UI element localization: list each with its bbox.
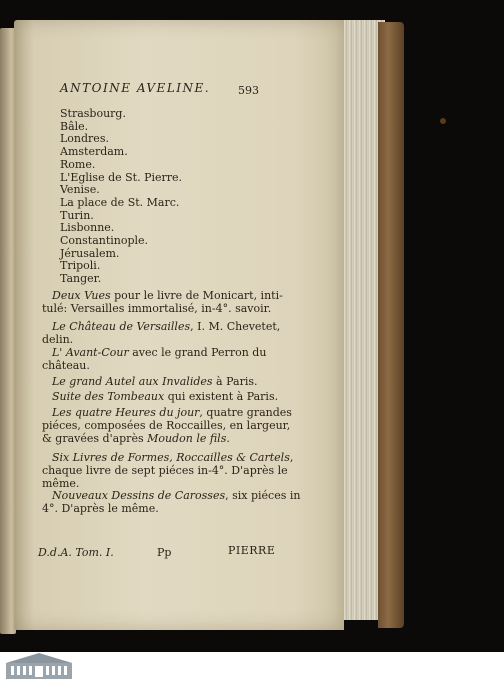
list-item: Constantinople. [60, 234, 149, 247]
entry-line: L' Avant-Cour avec le grand Perron du [52, 346, 267, 359]
entry-line: Deux Vues pour le livre de Monicart, inti- [52, 289, 283, 302]
list-item: Lisbonne. [60, 221, 115, 235]
list-item: Amsterdam. [60, 145, 128, 159]
entry-line: Nouveaux Dessins de Carosses, six piéces in [52, 489, 301, 502]
sheet-mark: Pp [157, 546, 172, 559]
running-title: ANTOINE AVELINE. [60, 81, 211, 95]
catchword: PIERRE [228, 544, 276, 557]
viewer-footer-bar [0, 652, 504, 681]
page-number: 593 [238, 84, 259, 97]
entry-line: delin. [42, 333, 74, 346]
list-item: Londres. [60, 132, 109, 146]
entry-line: chaque livre de sept piéces in-4°. D'après le [42, 464, 288, 477]
entry-line: piéces, composées de Roccailles, en largeur, [42, 419, 291, 432]
list-item: L'Eglise de St. Pierre. [60, 170, 183, 184]
entry-line: Les quatre Heures du jour, quatre grandes [52, 406, 292, 419]
list-item: Venise. [60, 183, 100, 197]
entry-line: Six Livres de Formes, Roccailles & Cartels, [52, 451, 294, 464]
list-item: Jérusalem. [60, 246, 120, 260]
signature-mark: D.d.A. Tom. I. [38, 546, 114, 559]
entry-line: tulé: Versailles immortalisé, in-4°. savoir. [42, 302, 272, 315]
entry-line: même. [42, 477, 80, 490]
entry-line: & gravées d'après Moudon le fils. [42, 432, 230, 445]
cover-stain [440, 118, 446, 124]
list-item: Turin. [60, 208, 94, 222]
book-cover-edge [378, 22, 404, 628]
list-item: Rome. [60, 157, 96, 171]
entry-line: Le grand Autel aux Invalides à Paris. [52, 375, 258, 388]
entry-line: Suite des Tombeaux qui existent à Paris. [52, 390, 279, 403]
list-item: Strasbourg. [60, 107, 126, 120]
list-item: Bâle. [60, 119, 89, 133]
list-item: Tripoli. [60, 259, 101, 273]
list-item: Tanger. [60, 272, 102, 286]
entry-line: Le Château de Versailles, I. M. Chevetet, [52, 320, 281, 333]
library-building-logo-icon [2, 652, 76, 681]
list-item: La place de St. Marc. [60, 195, 180, 209]
entry-line: château. [42, 359, 90, 372]
entry-line: 4°. D'après le même. [42, 502, 159, 515]
